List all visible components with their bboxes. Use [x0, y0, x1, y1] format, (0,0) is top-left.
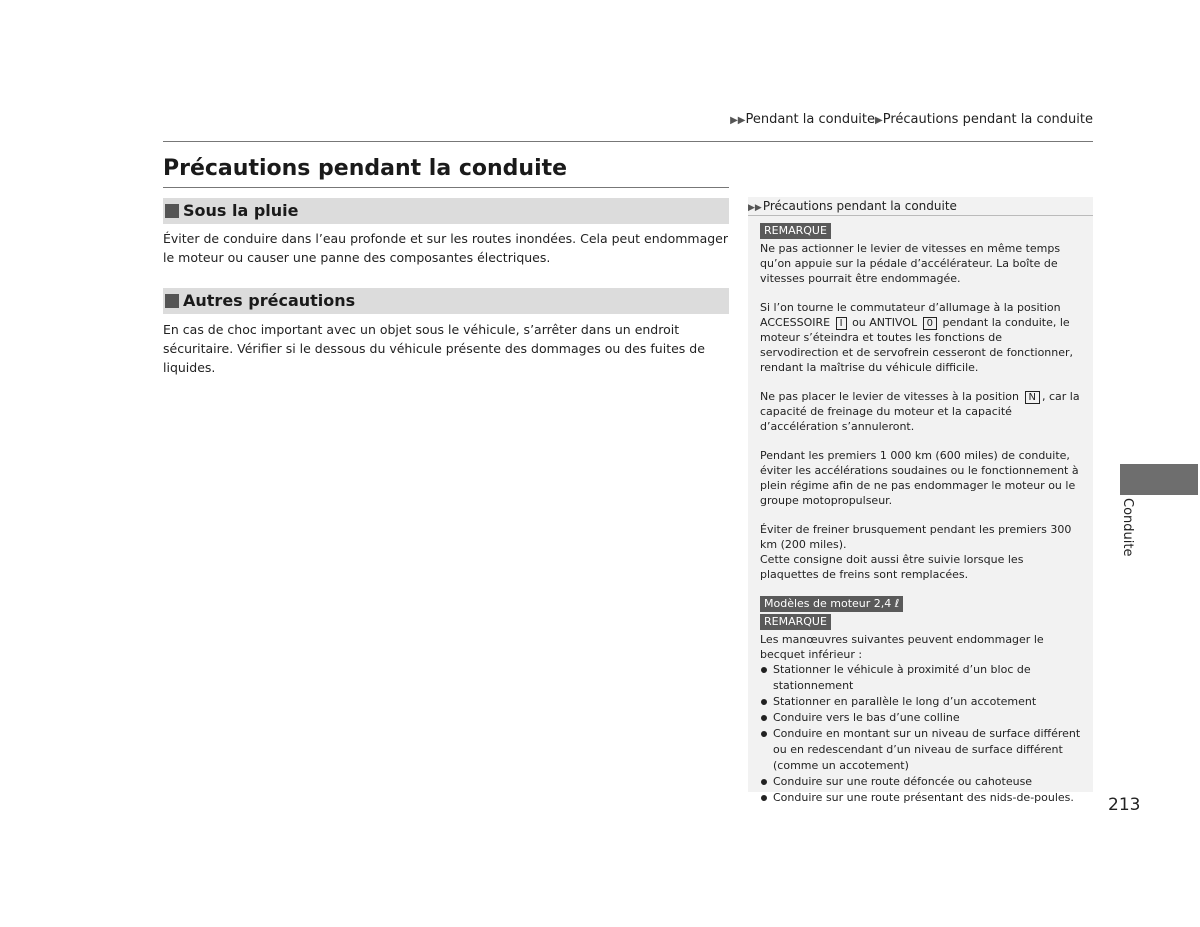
bullet-list: [760, 662, 1081, 806]
page-title: Précautions pendant la conduite: [163, 156, 568, 181]
section-body-sous-la-pluie: Éviter de conduire dans l’eau profonde et sur les routes inondées. Cela peut endommager le moteur ou causer une panne des composantes électriques.: [163, 231, 729, 265]
list-item: Conduire sur une route défoncée ou cahoteuse: [760, 774, 1081, 790]
list-item: Stationner en parallèle le long d’un accotement: [760, 694, 1081, 710]
section-heading-autres-precautions: [163, 288, 729, 314]
list-item: Stationner le véhicule à proximité d’un bloc de stationnement: [760, 662, 1081, 694]
title-divider: [163, 187, 729, 188]
page-number: 213: [1108, 795, 1141, 815]
ignition-key-label: I: [836, 317, 847, 330]
breadcrumb-arrow-icon: ▶: [875, 115, 883, 126]
breadcrumb-arrow-icon: ▶▶: [730, 115, 746, 126]
section-heading-sous-la-pluie: [163, 198, 729, 224]
sidebar-notes: [748, 197, 1093, 804]
reference-arrow-icon: ▶▶: [748, 203, 762, 213]
gear-position-label: N: [1025, 391, 1040, 404]
list-item: Conduire en montant sur un niveau de surface différent ou en redescendant d’un niveau de surface différent (comme un accotement): [760, 726, 1081, 774]
note-text: , car la capacité de freinage du moteur et la capacité d’accélération s’annuleront.: [760, 390, 1080, 433]
note-text: Éviter de freiner brusquement pendant les premiers 300 km (200 miles).: [760, 523, 1072, 551]
note-paragraph: [760, 389, 1081, 434]
note-text: pendant la conduite, le moteur s’éteindra et toutes les fonctions de servodirection et de servofrein cesseront de fonctionner, rendant la maîtrise du véhicule difficile.: [760, 316, 1074, 374]
note-text: ou ANTIVOL: [852, 316, 918, 329]
ignition-key-label: 0: [923, 317, 937, 330]
sidebar-header-text: Précautions pendant la conduite: [762, 199, 957, 213]
model-badge: Modèles de moteur 2,4 ℓ: [760, 596, 903, 612]
note-badge: REMARQUE: [760, 223, 831, 239]
breadcrumb-level1: Pendant la conduite: [745, 112, 876, 127]
section-body-autres-precautions: En cas de choc important avec un objet sous le véhicule, s’arrêter dans un endroit sécuritaire. Vérifier si le dessous du véhicule présente des dommages ou des fuites de liquides.: [163, 322, 705, 375]
note-paragraph: Ne pas actionner le levier de vitesses en même temps qu’on appuie sur la pédale d’accélérateur. La boîte de vitesses pourrait être endommagée.: [760, 242, 1061, 285]
list-item: Conduire vers le bas d’une colline: [760, 710, 1081, 726]
note-text: Cette consigne doit aussi être suivie lorsque les plaquettes de freins sont remplacées.: [760, 553, 1024, 581]
sidebar-header: [748, 197, 1093, 216]
note-paragraph: Les manœuvres suivantes peuvent endommager le becquet inférieur :: [760, 633, 1044, 661]
breadcrumb: [730, 112, 1093, 127]
breadcrumb-level2: Précautions pendant la conduite: [882, 112, 1093, 127]
square-bullet-icon: [165, 294, 179, 308]
square-bullet-icon: [165, 204, 179, 218]
chapter-tab-text: Conduite: [1120, 498, 1135, 557]
list-item: Conduire sur une route présentant des nids-de-poules.: [760, 790, 1081, 806]
note-badge: REMARQUE: [760, 614, 831, 630]
section-heading-text: Sous la pluie: [183, 201, 299, 220]
note-paragraph: [760, 300, 1081, 375]
note-paragraph: Pendant les premiers 1 000 km (600 miles) de conduite, éviter les accélérations soudaines ou le fonctionnement à plein régime afin de ne pas endommager le moteur ou le groupe motopropulseur.: [760, 449, 1079, 507]
note-text: Ne pas placer le levier de vitesses à la position: [760, 390, 1020, 403]
chapter-tab-marker: [1120, 464, 1198, 495]
chapter-tab-label: [1120, 498, 1140, 568]
section-heading-text: Autres précautions: [183, 291, 356, 310]
top-divider: [163, 141, 1093, 142]
note-text: Si l’on tourne le commutateur d’allumage à la position ACCESSOIRE: [760, 301, 1061, 329]
note-paragraph: [760, 522, 1081, 582]
